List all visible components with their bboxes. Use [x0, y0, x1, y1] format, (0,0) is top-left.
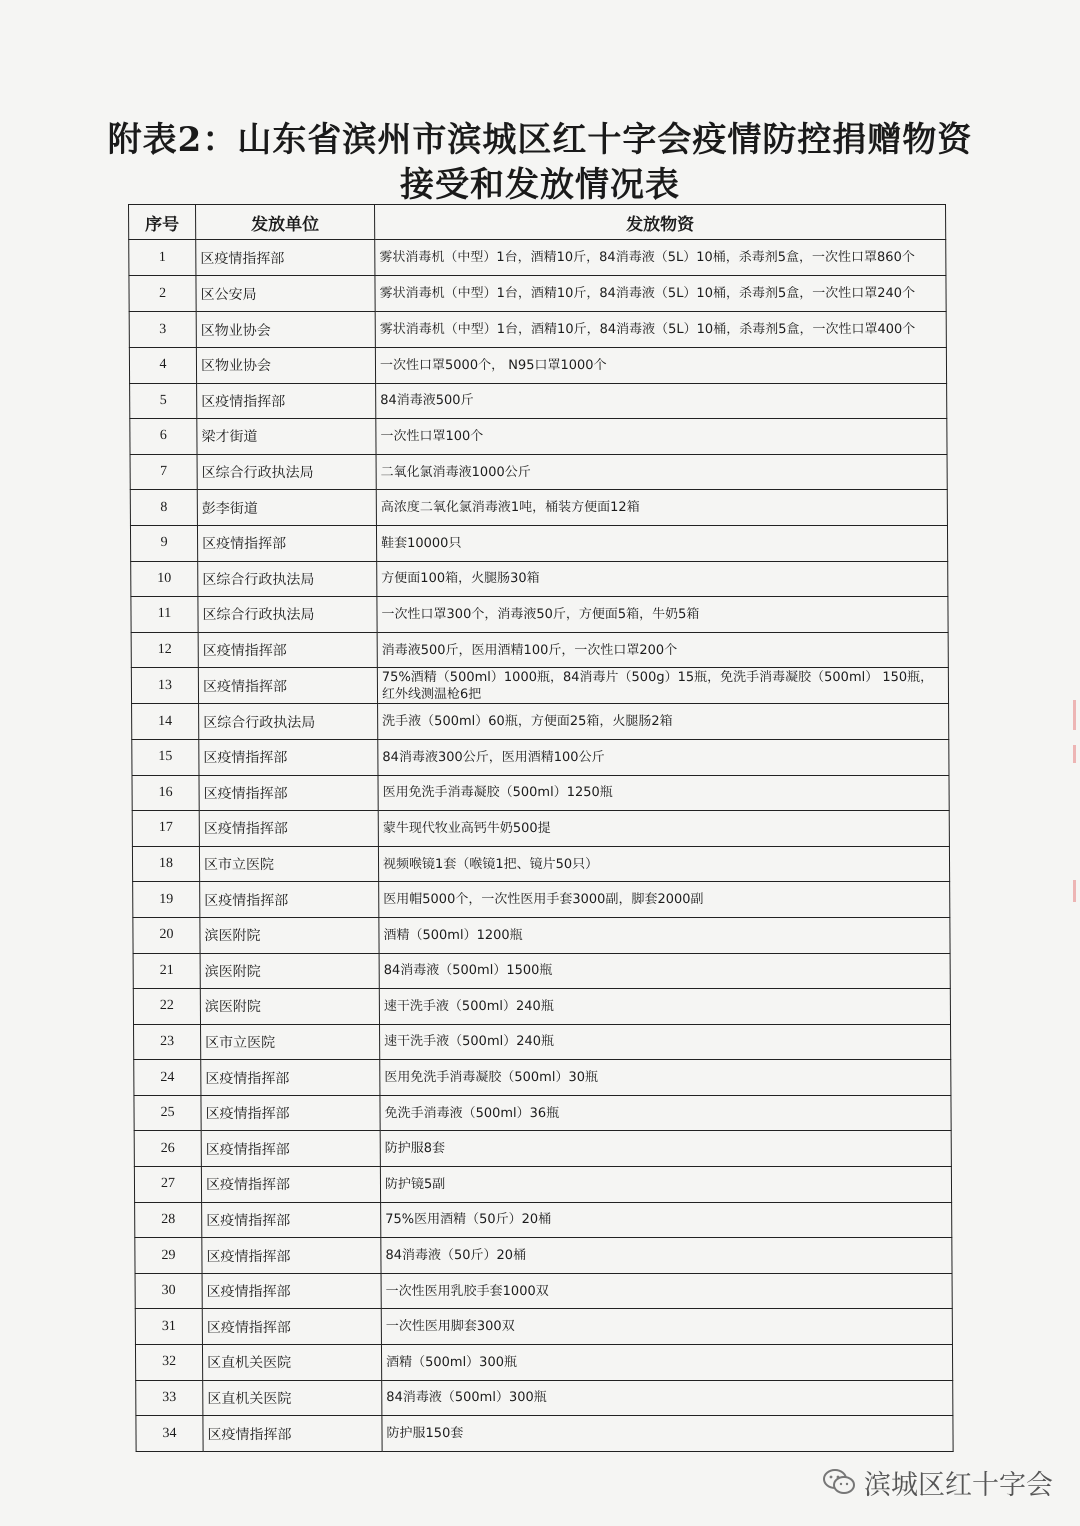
row-number: 2	[129, 276, 196, 312]
row-unit: 区疫情指挥部	[202, 1202, 381, 1238]
document-title-line1: 附表2：山东省滨州市滨城区红十字会疫情防控捐赠物资	[107, 120, 973, 160]
table-row	[132, 739, 949, 775]
row-goods: 防护镜5副	[380, 1167, 951, 1203]
table-row	[130, 525, 947, 561]
table-row	[131, 597, 948, 633]
row-goods: 84消毒液（500ml）1500瓶	[379, 953, 950, 989]
row-number: 34	[136, 1416, 203, 1452]
wechat-icon	[822, 1467, 856, 1497]
row-goods: 一次性口罩5000个， N95口罩1000个	[375, 348, 946, 384]
row-goods: 二氧化氯消毒液1000公斤	[376, 454, 947, 490]
table-row	[135, 1345, 952, 1381]
header-goods: 发放物资	[375, 205, 946, 240]
row-goods: 消毒液500斤，医用酒精100斤，一次性口罩200个	[377, 632, 948, 668]
row-unit: 区疫情指挥部	[199, 811, 378, 847]
scan-edge-mark	[1073, 880, 1076, 902]
row-number: 24	[134, 1060, 201, 1096]
row-number: 31	[135, 1309, 202, 1345]
row-goods: 84消毒液（50斤）20桶	[381, 1238, 952, 1274]
row-goods: 84消毒液（500ml）300瓶	[382, 1380, 953, 1416]
row-unit: 区市立医院	[199, 846, 378, 882]
row-goods: 84消毒液500斤	[376, 383, 947, 419]
row-unit: 滨医附院	[200, 953, 379, 989]
table-row	[134, 1095, 951, 1131]
table-row	[135, 1309, 952, 1345]
row-number: 21	[133, 953, 200, 989]
table-row	[134, 1167, 951, 1203]
scan-edge-mark	[1073, 700, 1076, 730]
row-unit: 区疫情指挥部	[203, 1416, 382, 1452]
row-unit: 区疫情指挥部	[197, 383, 376, 419]
row-unit: 区疫情指挥部	[197, 525, 376, 561]
table-row	[135, 1273, 952, 1309]
row-number: 33	[136, 1380, 203, 1416]
row-goods: 一次性医用脚套300双	[381, 1309, 952, 1345]
row-goods: 75%医用酒精（50斤）20桶	[381, 1202, 952, 1238]
table-row	[130, 490, 947, 526]
table-row	[131, 632, 948, 668]
row-goods: 蒙牛现代牧业高钙牛奶500提	[378, 811, 949, 847]
row-goods: 医用免洗手消毒凝胶（500ml）1250瓶	[378, 775, 949, 811]
row-number: 25	[134, 1095, 201, 1131]
row-unit: 区直机关医院	[202, 1345, 381, 1381]
row-number: 20	[133, 917, 200, 953]
row-number: 16	[132, 775, 199, 811]
row-number: 23	[134, 1024, 201, 1060]
table-row	[130, 383, 947, 419]
watermark-text: 滨城区红十字会	[864, 1469, 1053, 1501]
row-goods: 一次性口罩300个，消毒液50斤，方便面5箱，牛奶5箱	[377, 597, 948, 633]
table-row	[129, 276, 946, 312]
row-number: 30	[135, 1273, 202, 1309]
table-row	[129, 240, 946, 276]
row-unit: 区物业协会	[196, 348, 375, 384]
table-row	[135, 1238, 952, 1274]
row-goods: 医用免洗手消毒凝胶（500ml）30瓶	[380, 1060, 951, 1096]
row-goods: 防护服8套	[380, 1131, 951, 1167]
row-unit: 区综合行政执法局	[197, 454, 376, 490]
row-unit: 区市立医院	[201, 1024, 380, 1060]
row-number: 22	[133, 989, 200, 1025]
table-row	[129, 348, 946, 384]
row-number: 27	[134, 1167, 201, 1203]
row-goods: 雾状消毒机（中型）1台，酒精10斤，84消毒液（5L）10桶，杀毒剂5盒，一次性口罩860个	[375, 240, 946, 276]
row-goods: 一次性口罩100个	[376, 419, 947, 455]
row-goods: 方便面100箱，火腿肠30箱	[377, 561, 948, 597]
row-goods: 雾状消毒机（中型）1台，酒精10斤，84消毒液（5L）10桶，杀毒剂5盒，一次性口罩400个	[375, 312, 946, 348]
row-unit: 区综合行政执法局	[198, 561, 377, 597]
row-unit: 滨医附院	[200, 917, 379, 953]
distribution-table	[128, 204, 954, 1452]
row-number: 12	[131, 632, 198, 668]
row-unit: 区疫情指挥部	[198, 632, 377, 668]
table-row	[136, 1416, 953, 1452]
row-goods: 防护服150套	[382, 1416, 953, 1452]
table-row	[134, 1060, 951, 1096]
table-body	[129, 240, 953, 1452]
table-row	[134, 1024, 951, 1060]
table-row	[133, 953, 950, 989]
row-unit: 梁才街道	[197, 419, 376, 455]
row-number: 18	[132, 846, 199, 882]
row-unit: 区疫情指挥部	[202, 1238, 381, 1274]
table-row	[130, 419, 947, 455]
header-no: 序号	[129, 205, 196, 240]
row-goods: 速干洗手液（500ml）240瓶	[379, 989, 950, 1025]
row-unit: 区疫情指挥部	[201, 1095, 380, 1131]
row-number: 28	[135, 1202, 202, 1238]
row-number: 17	[132, 811, 199, 847]
row-goods: 速干洗手液（500ml）240瓶	[380, 1024, 951, 1060]
row-goods: 视频喉镜1套（喉镜1把、镜片50只）	[378, 846, 949, 882]
row-number: 4	[129, 348, 196, 384]
table-row	[132, 704, 949, 740]
row-number: 6	[130, 419, 197, 455]
row-unit: 区疫情指挥部	[201, 1060, 380, 1096]
row-unit: 区直机关医院	[203, 1380, 382, 1416]
table-header-row	[129, 205, 946, 240]
table-row	[129, 312, 946, 348]
row-number: 19	[133, 882, 200, 918]
row-unit: 区疫情指挥部	[202, 1273, 381, 1309]
table-row	[132, 775, 949, 811]
row-unit: 区疫情指挥部	[199, 775, 378, 811]
row-number: 26	[134, 1131, 201, 1167]
table-row	[130, 454, 947, 490]
table-row	[133, 917, 950, 953]
row-number: 5	[130, 383, 197, 419]
row-number: 9	[130, 525, 197, 561]
document-title-line2: 接受和发放情况表	[400, 165, 680, 205]
row-number: 32	[135, 1345, 202, 1381]
table-row	[136, 1380, 953, 1416]
row-goods: 高浓度二氧化氯消毒液1吨，桶装方便面12箱	[376, 490, 947, 526]
row-number: 29	[135, 1238, 202, 1274]
row-unit: 区综合行政执法局	[199, 704, 378, 740]
table-row	[131, 668, 948, 704]
row-goods: 医用帽5000个，一次性医用手套3000副，脚套2000副	[379, 882, 950, 918]
row-number: 3	[129, 312, 196, 348]
row-unit: 区物业协会	[196, 312, 375, 348]
scan-edge-mark	[1073, 745, 1076, 763]
row-unit: 区公安局	[196, 276, 375, 312]
row-unit: 区疫情指挥部	[201, 1167, 380, 1203]
row-goods: 免洗手消毒液（500ml）36瓶	[380, 1095, 951, 1131]
row-goods: 一次性医用乳胶手套1000双	[381, 1273, 952, 1309]
table-row	[133, 882, 950, 918]
row-unit: 区疫情指挥部	[198, 668, 377, 704]
watermark	[822, 1462, 1053, 1502]
row-goods: 酒精（500ml）300瓶	[381, 1345, 952, 1381]
header-unit: 发放单位	[196, 205, 375, 240]
row-goods: 84消毒液300公斤，医用酒精100公斤	[378, 739, 949, 775]
row-goods: 洗手液（500ml）60瓶，方便面25箱，火腿肠2箱	[378, 704, 949, 740]
row-number: 1	[129, 240, 196, 276]
row-unit: 滨医附院	[200, 989, 379, 1025]
table-row	[132, 811, 949, 847]
row-goods: 75%酒精（500ml）1000瓶，84消毒片（500g）15瓶，免洗手消毒凝胶（500ml） 150瓶，红外线测温枪6把	[377, 668, 948, 704]
row-goods: 雾状消毒机（中型）1台，酒精10斤，84消毒液（5L）10桶，杀毒剂5盒，一次性口罩240个	[375, 276, 946, 312]
row-number: 7	[130, 454, 197, 490]
row-number: 11	[131, 597, 198, 633]
row-unit: 区疫情指挥部	[196, 240, 375, 276]
row-number: 8	[130, 490, 197, 526]
row-goods: 鞋套10000只	[376, 525, 947, 561]
row-unit: 彭李街道	[197, 490, 376, 526]
row-number: 10	[131, 561, 198, 597]
row-unit: 区疫情指挥部	[199, 739, 378, 775]
table-row	[132, 846, 949, 882]
row-number: 13	[131, 668, 198, 704]
row-unit: 区疫情指挥部	[201, 1131, 380, 1167]
table-row	[135, 1202, 952, 1238]
row-unit: 区疫情指挥部	[200, 882, 379, 918]
table-row	[133, 989, 950, 1025]
row-number: 14	[132, 704, 199, 740]
table-row	[134, 1131, 951, 1167]
row-unit: 区综合行政执法局	[198, 597, 377, 633]
row-number: 15	[132, 739, 199, 775]
row-unit: 区疫情指挥部	[202, 1309, 381, 1345]
row-goods: 酒精（500ml）1200瓶	[379, 917, 950, 953]
table-row	[131, 561, 948, 597]
